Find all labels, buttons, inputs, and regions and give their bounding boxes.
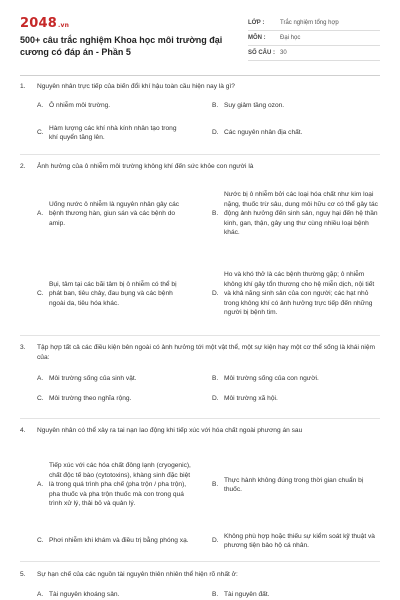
meta-value: Trắc nghiệm tổng hợp [280, 20, 339, 26]
option-letter: A. [37, 375, 44, 383]
option-text: Bụi, tâm tại các bãi tâm bị ô nhiễm có thể bị phát ban, tiêu chảy, đau bụng và các bệnh ngoài da, tiêu hóa khác. [49, 280, 177, 307]
question-divider [20, 154, 380, 155]
option-b[interactable] [212, 100, 380, 112]
question-divider [20, 335, 380, 336]
option-text: Uống nước ô nhiễm là nguyên nhân gây các bệnh thương hàn, giun sán và các bệnh do amip. [49, 200, 180, 227]
option-text: Môi trường sống của sinh vật. [49, 375, 137, 383]
option-b[interactable] [212, 444, 380, 526]
question-number: 1. [20, 83, 26, 90]
question-stem [20, 426, 380, 436]
meta-subject-row [248, 31, 380, 46]
document-title: 500+ câu trắc nghiệm Khoa học môi trường đại cương có đáp án - Phần 5 [20, 35, 223, 57]
option-b[interactable] [212, 373, 380, 385]
question-number: 5. [20, 571, 26, 578]
option-a[interactable] [37, 373, 207, 385]
question-text: Sự hạn chế của các nguồn tài nguyên thiên nhiên thể hiện rõ nhất ở: [37, 571, 238, 578]
option-d[interactable] [212, 122, 380, 144]
option-c[interactable] [37, 254, 207, 334]
option-letter: C. [37, 537, 44, 545]
question-stem [20, 82, 380, 92]
question-stem [20, 343, 380, 362]
option-letter: B. [212, 102, 219, 110]
option-letter: B. [212, 481, 219, 489]
question-number: 4. [20, 427, 26, 434]
option-text: Ho và khó thở là các bệnh thường gặp; ô nhiễm không khí gây tổn thương cho hệ miễn dịch, nội tiết và khả năng sinh sản của con người; các hạt nhỏ trong không khí có ảnh hưởng trực tiếp đến những người bị bệnh tim. [224, 271, 375, 317]
header-divider [20, 75, 380, 76]
option-text: Không phù hợp hoặc thiếu sự kiểm soát kỹ thuật và phương tiện bảo hộ cá nhân. [224, 532, 375, 549]
option-a[interactable] [37, 444, 207, 526]
question-4 [20, 426, 380, 549]
document-meta [248, 16, 380, 61]
option-letter: D. [212, 290, 219, 298]
option-text: Môi trường xã hội. [224, 395, 278, 403]
meta-key: SỐ CÂU : [248, 50, 275, 56]
option-a[interactable] [37, 100, 207, 112]
option-text: Tài nguyên khoáng sản. [49, 591, 120, 599]
site-logo[interactable] [20, 16, 69, 31]
question-stem [20, 570, 380, 580]
option-letter: A. [37, 102, 44, 110]
question-divider [20, 418, 380, 419]
meta-key: LỚP : [248, 20, 265, 26]
option-d[interactable] [212, 254, 380, 334]
question-text: Nguyên nhân trực tiếp của biến đổi khí hậu toàn cầu hiện nay là gì? [37, 83, 235, 90]
option-d[interactable] [212, 530, 380, 552]
option-b[interactable] [212, 180, 380, 248]
option-text: Tiếp xúc với các hóa chất đông lạnh (cryogenic), chất độc tế bào (cytotoxins), khàng sinh đặc biệt là trong quá trình pha chế (pha trộn / pha trộn), pha thuốc và pha trộn thuốc mà con trong quá trình xử lý, thải bỏ và quản lý. [49, 462, 191, 508]
option-letter: B. [212, 591, 219, 599]
question-1 [20, 82, 380, 141]
meta-class-row [248, 16, 380, 31]
option-letter: D. [212, 537, 219, 545]
logo-suffix: .vn [57, 22, 70, 29]
question-3 [20, 343, 380, 403]
question-stem [20, 162, 380, 172]
meta-value: Đại học [280, 35, 301, 41]
option-letter: D. [212, 129, 219, 137]
meta-count-row [248, 46, 380, 61]
logo-main: 2048 [20, 16, 57, 31]
question-number: 2. [20, 163, 26, 170]
question-5 [20, 570, 380, 599]
option-a[interactable] [37, 180, 207, 248]
option-text: Thực hành không đúng trong thời gian chuẩn bị thuốc. [224, 476, 364, 493]
option-letter: B. [212, 210, 219, 218]
option-text: Môi trường theo nghĩa rộng. [49, 395, 132, 403]
option-text: Suy giảm tầng ozon. [224, 102, 285, 110]
option-letter: B. [212, 375, 219, 383]
option-text: Ô nhiễm môi trường. [49, 102, 111, 110]
question-text: Ảnh hưởng của ô nhiễm môi trường không khí đến sức khỏe con người là [37, 163, 254, 170]
option-b[interactable] [212, 590, 380, 600]
option-a[interactable] [37, 590, 207, 600]
option-letter: D. [212, 395, 219, 403]
option-c[interactable] [37, 393, 207, 405]
option-text: Môi trường sống của con người. [224, 375, 319, 383]
option-text: Tài nguyên đất. [224, 591, 270, 599]
option-text: Hàm lượng các khí nhà kính nhân tạo trong khí quyển tăng lên. [49, 124, 177, 141]
question-2 [20, 162, 380, 317]
option-c[interactable] [37, 122, 207, 144]
option-letter: C. [37, 290, 44, 298]
option-text: Nước bị ô nhiễm bởi các loại hóa chất như kim loại nặng, thuốc trừ sâu, dung môi hữu cơ có thể gây tác động ảnh hưởng đến sinh sản, nguy hại đến hệ thần kinh, gan, thận, gây ung thư cùng nhiều loại bệnh khác. [224, 191, 378, 237]
meta-value: 30 [280, 50, 287, 56]
option-letter: A. [37, 481, 44, 489]
option-letter: A. [37, 210, 44, 218]
question-text: Tập hợp tất cả các điều kiện bên ngoài có ảnh hưởng tới một vật thể, một sự kiện hay một cơ thể sống là khái niệm của: [37, 344, 376, 361]
option-letter: C. [37, 395, 44, 403]
question-number: 3. [20, 344, 26, 351]
option-text: Các nguyên nhân địa chất. [224, 129, 303, 137]
option-text: Phơi nhiễm khi khám và điều trị bằng phóng xạ. [49, 537, 189, 545]
option-letter: C. [37, 129, 44, 137]
document-header [20, 16, 380, 58]
option-letter: A. [37, 591, 44, 599]
question-text: Nguyên nhân có thể xảy ra tai nạn lao động khi tiếp xúc với hóa chất ngoài phương án sau [37, 427, 303, 434]
meta-key: MÔN : [248, 35, 266, 41]
question-divider [20, 561, 380, 562]
option-d[interactable] [212, 393, 380, 405]
option-c[interactable] [37, 530, 207, 552]
